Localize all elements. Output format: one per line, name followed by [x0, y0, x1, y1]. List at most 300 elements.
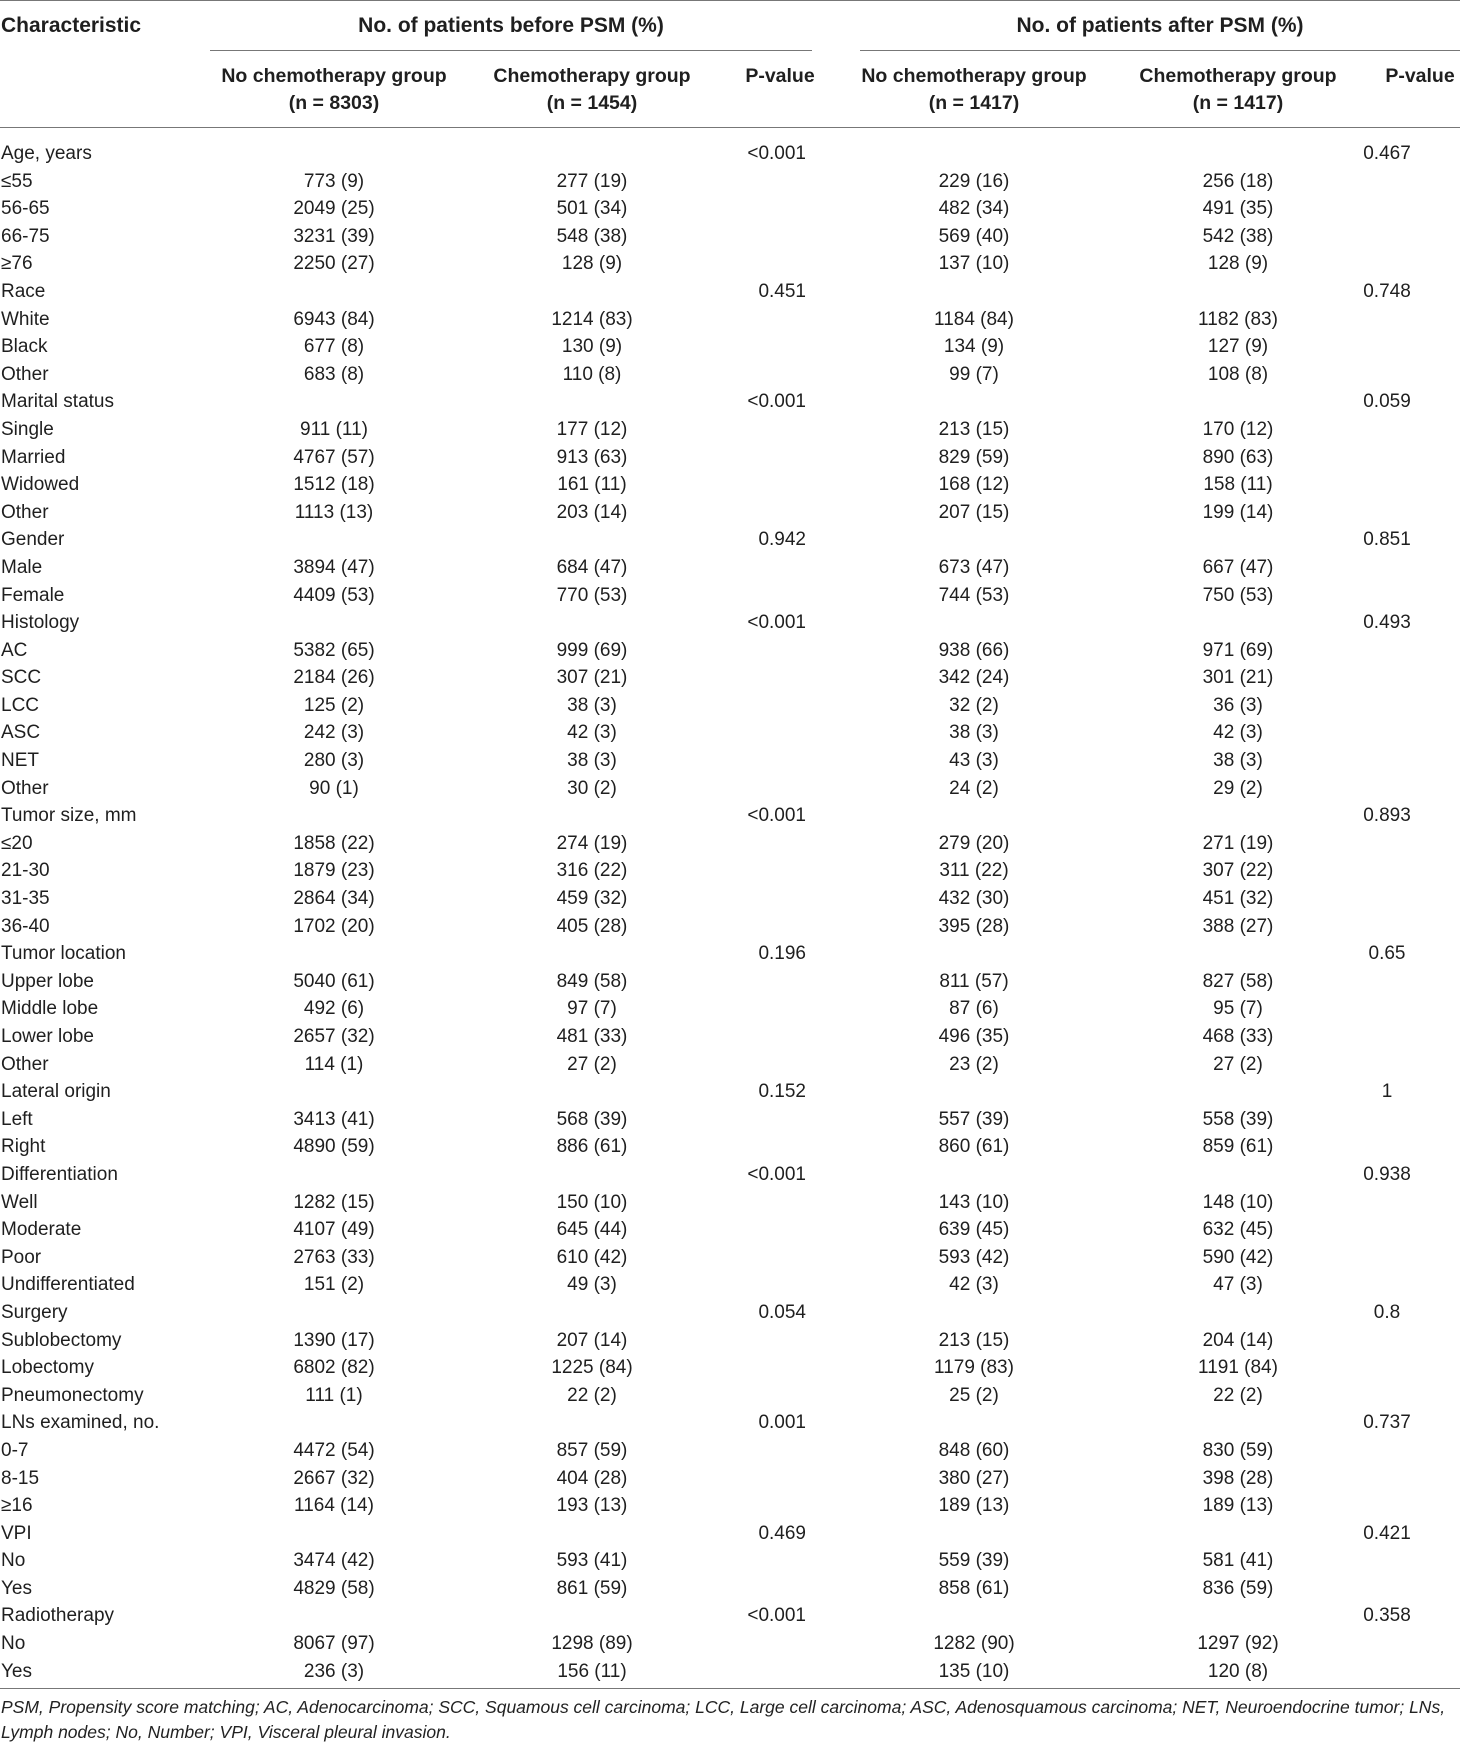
row-characteristic: Surgery	[1, 1301, 68, 1323]
cell-no-chemo-before: 1512 (18)	[293, 474, 375, 496]
cell-no-chemo-after: 848 (60)	[938, 1439, 1010, 1461]
cell-chemo-before: 110 (8)	[562, 363, 622, 385]
table-row	[0, 1023, 1460, 1051]
cell-no-chemo-after: 32 (2)	[949, 694, 999, 716]
cell-chemo-after: 271 (19)	[1202, 832, 1274, 854]
cell-no-chemo-before: 2657 (32)	[293, 1026, 375, 1047]
table-row	[0, 388, 1460, 416]
row-characteristic: Left	[1, 1108, 33, 1130]
rule-top	[0, 0, 1460, 1]
cell-chemo-before: 177 (12)	[556, 418, 628, 440]
subheader-label: No chemotherapy group	[221, 65, 447, 87]
table-row	[0, 1465, 1460, 1493]
cell-no-chemo-after: 557 (39)	[938, 1108, 1010, 1130]
table-row	[0, 1575, 1460, 1603]
cell-no-chemo-after: 311 (22)	[939, 860, 1009, 882]
cell-no-chemo-after: 143 (10)	[938, 1191, 1010, 1213]
cell-chemo-before: 22 (2)	[567, 1384, 617, 1406]
row-characteristic: SCC	[1, 667, 42, 689]
cell-pvalue-after: 0.65	[1368, 943, 1406, 965]
cell-chemo-before: 999 (69)	[556, 639, 628, 661]
table-row	[0, 361, 1460, 389]
subheader-n: (n = 1454)	[546, 92, 638, 114]
table-row	[0, 1299, 1460, 1327]
cell-no-chemo-before: 2667 (32)	[293, 1467, 375, 1489]
table-row	[0, 278, 1460, 306]
cell-chemo-before: 30 (2)	[567, 777, 617, 799]
cell-no-chemo-after: 938 (66)	[938, 639, 1010, 661]
cell-chemo-after: 120 (8)	[1207, 1660, 1269, 1682]
cell-no-chemo-before: 773 (9)	[303, 170, 365, 192]
rule-bottom	[0, 1688, 1460, 1689]
cell-chemo-before: 161 (11)	[557, 474, 627, 496]
cell-pvalue-before: 0.054	[758, 1301, 806, 1323]
cell-chemo-after: 558 (39)	[1202, 1108, 1274, 1130]
cell-chemo-after: 890 (63)	[1202, 446, 1274, 468]
row-characteristic: Lobectomy	[1, 1357, 94, 1379]
rule-before-psm	[210, 50, 812, 51]
cell-chemo-after: 204 (14)	[1202, 1329, 1274, 1351]
subheader-label: Chemotherapy group	[1139, 65, 1337, 87]
cell-chemo-before: 150 (10)	[556, 1191, 628, 1213]
cell-no-chemo-after: 559 (39)	[938, 1550, 1010, 1572]
subheader-label: Chemotherapy group	[493, 65, 691, 87]
cell-chemo-before: 684 (47)	[556, 556, 628, 578]
cell-no-chemo-before: 1164 (14)	[294, 1495, 374, 1517]
row-characteristic: ≤20	[1, 832, 33, 854]
cell-no-chemo-after: 1184 (84)	[934, 308, 1014, 330]
row-characteristic: Widowed	[1, 474, 80, 496]
cell-chemo-after: 859 (61)	[1202, 1136, 1274, 1158]
cell-no-chemo-before: 3413 (41)	[293, 1108, 375, 1130]
subheader-pvalue-after	[1380, 63, 1460, 90]
row-characteristic: Sublobectomy	[1, 1329, 122, 1351]
cell-chemo-before: 610 (42)	[556, 1246, 628, 1268]
cell-no-chemo-after: 207 (15)	[938, 501, 1010, 523]
cell-chemo-before: 593 (41)	[556, 1550, 628, 1572]
cell-chemo-after: 256 (18)	[1202, 170, 1274, 192]
row-characteristic: No	[1, 1550, 26, 1572]
cell-no-chemo-before: 1858 (22)	[293, 832, 375, 854]
subheader-n: (n = 1417)	[928, 92, 1020, 114]
table-row	[0, 885, 1460, 913]
cell-chemo-after: 42 (3)	[1213, 722, 1263, 744]
table-row	[0, 830, 1460, 858]
row-characteristic: Upper lobe	[1, 970, 94, 992]
cell-chemo-after: 108 (8)	[1207, 363, 1269, 385]
cell-pvalue-before: <0.001	[747, 1605, 806, 1627]
row-characteristic: Black	[1, 336, 48, 358]
cell-no-chemo-after: 42 (3)	[949, 1274, 999, 1296]
cell-chemo-before: 38 (3)	[567, 750, 617, 772]
cell-chemo-after: 398 (28)	[1202, 1467, 1274, 1489]
cell-no-chemo-after: 569 (40)	[938, 225, 1010, 247]
table-row	[0, 995, 1460, 1023]
table-row	[0, 1051, 1460, 1079]
row-characteristic: 0-7	[1, 1439, 29, 1461]
table-row	[0, 1327, 1460, 1355]
header-characteristic: Characteristic	[1, 14, 142, 37]
row-characteristic: ASC	[1, 722, 41, 744]
cell-no-chemo-before: 2250 (27)	[293, 253, 375, 275]
cell-chemo-before: 770 (53)	[556, 584, 628, 606]
cell-no-chemo-before: 1390 (17)	[293, 1329, 375, 1351]
cell-chemo-before: 207 (14)	[556, 1329, 628, 1351]
cell-no-chemo-after: 858 (61)	[938, 1577, 1010, 1599]
subheader-label: P-value	[745, 65, 815, 87]
cell-no-chemo-before: 683 (8)	[303, 363, 365, 385]
row-characteristic: ≥76	[1, 253, 33, 275]
cell-no-chemo-after: 432 (30)	[938, 888, 1010, 910]
rule-header-bottom	[0, 127, 1460, 128]
cell-chemo-before: 548 (38)	[556, 225, 628, 247]
cell-chemo-after: 491 (35)	[1202, 198, 1274, 220]
cell-chemo-after: 189 (13)	[1202, 1495, 1274, 1517]
table-row	[0, 223, 1460, 251]
row-characteristic: Right	[1, 1136, 46, 1158]
cell-pvalue-before: 0.001	[758, 1412, 806, 1434]
cell-no-chemo-after: 213 (15)	[938, 1329, 1010, 1351]
row-characteristic: No	[1, 1633, 26, 1655]
table-row	[0, 775, 1460, 803]
cell-no-chemo-before: 1113 (13)	[294, 501, 374, 523]
row-characteristic: Tumor location	[1, 943, 126, 965]
cell-chemo-before: 861 (59)	[556, 1577, 628, 1599]
cell-pvalue-after: 0.748	[1363, 280, 1411, 302]
cell-no-chemo-before: 4890 (59)	[293, 1136, 375, 1158]
cell-no-chemo-before: 3231 (39)	[293, 225, 375, 247]
table-row	[0, 1244, 1460, 1272]
row-characteristic: Other	[1, 501, 49, 523]
table-body	[0, 140, 1460, 1685]
cell-no-chemo-after: 673 (47)	[938, 556, 1010, 578]
table-row	[0, 306, 1460, 334]
cell-pvalue-before: 0.451	[758, 280, 806, 302]
table-row	[0, 1189, 1460, 1217]
table-row	[0, 692, 1460, 720]
cell-no-chemo-after: 87 (6)	[949, 998, 999, 1020]
row-characteristic: Other	[1, 777, 49, 799]
row-characteristic: LNs examined, no.	[1, 1412, 160, 1434]
row-characteristic: Race	[1, 280, 46, 302]
cell-no-chemo-before: 6802 (82)	[293, 1357, 375, 1379]
cell-chemo-after: 158 (11)	[1203, 474, 1273, 496]
row-characteristic: Well	[1, 1191, 38, 1213]
row-characteristic: Yes	[1, 1660, 32, 1682]
table-row	[0, 913, 1460, 941]
cell-chemo-after: 451 (32)	[1202, 888, 1274, 910]
subheader-chemo-after	[1092, 63, 1384, 117]
cell-no-chemo-after: 38 (3)	[949, 722, 999, 744]
row-characteristic: 21-30	[1, 860, 50, 882]
row-characteristic: Married	[1, 446, 66, 468]
cell-no-chemo-after: 135 (10)	[938, 1660, 1010, 1682]
table-row	[0, 1354, 1460, 1382]
header-before-psm: No. of patients before PSM (%)	[358, 14, 664, 37]
cell-no-chemo-after: 482 (34)	[938, 198, 1010, 220]
cell-chemo-before: 1214 (83)	[551, 308, 633, 330]
cell-chemo-after: 1297 (92)	[1197, 1633, 1279, 1655]
row-characteristic: Undifferentiated	[1, 1274, 135, 1296]
cell-chemo-after: 148 (10)	[1202, 1191, 1274, 1213]
table-row	[0, 1106, 1460, 1134]
table-row	[0, 416, 1460, 444]
cell-chemo-after: 27 (2)	[1213, 1053, 1263, 1075]
cell-no-chemo-before: 3474 (42)	[293, 1550, 375, 1572]
row-characteristic: Lower lobe	[1, 1026, 94, 1047]
cell-chemo-before: 1298 (89)	[551, 1633, 633, 1655]
row-characteristic: ≥16	[1, 1495, 33, 1517]
table-row	[0, 499, 1460, 527]
row-characteristic: Other	[1, 363, 49, 385]
row-characteristic: White	[1, 308, 50, 330]
cell-no-chemo-before: 280 (3)	[303, 750, 365, 772]
cell-pvalue-before: 0.469	[758, 1522, 806, 1544]
cell-pvalue-after: 1	[1381, 1081, 1393, 1103]
cell-no-chemo-before: 3894 (47)	[293, 556, 375, 578]
cell-no-chemo-before: 8067 (97)	[293, 1633, 375, 1655]
cell-chemo-before: 193 (13)	[556, 1495, 628, 1517]
cell-pvalue-before: <0.001	[747, 612, 806, 634]
cell-pvalue-after: 0.737	[1363, 1412, 1411, 1434]
subheader-no-chemo-after	[828, 63, 1120, 117]
row-characteristic: VPI	[1, 1522, 32, 1544]
row-characteristic: LCC	[1, 694, 40, 716]
cell-no-chemo-after: 23 (2)	[949, 1053, 999, 1075]
row-characteristic: 56-65	[1, 198, 50, 220]
row-characteristic: Middle lobe	[1, 998, 99, 1020]
cell-no-chemo-before: 236 (3)	[303, 1660, 365, 1682]
table-row	[0, 664, 1460, 692]
cell-chemo-before: 568 (39)	[556, 1108, 628, 1130]
row-characteristic: Other	[1, 1053, 49, 1075]
cell-pvalue-after: 0.8	[1373, 1301, 1401, 1323]
table-row	[0, 1492, 1460, 1520]
cell-no-chemo-before: 4767 (57)	[293, 446, 375, 468]
cell-chemo-before: 481 (33)	[556, 1026, 628, 1047]
cell-no-chemo-after: 860 (61)	[938, 1136, 1010, 1158]
subheader-n: (n = 1417)	[1192, 92, 1284, 114]
row-characteristic: Moderate	[1, 1219, 82, 1241]
cell-chemo-after: 830 (59)	[1202, 1439, 1274, 1461]
cell-no-chemo-after: 593 (42)	[938, 1246, 1010, 1268]
table-row	[0, 968, 1460, 996]
cell-chemo-after: 750 (53)	[1202, 584, 1274, 606]
cell-no-chemo-after: 342 (24)	[938, 667, 1010, 689]
cell-pvalue-after: 0.059	[1363, 391, 1411, 413]
cell-no-chemo-before: 4472 (54)	[293, 1439, 375, 1461]
cell-no-chemo-after: 25 (2)	[949, 1384, 999, 1406]
cell-chemo-before: 316 (22)	[556, 860, 628, 882]
rule-after-psm	[860, 50, 1460, 51]
cell-chemo-after: 22 (2)	[1213, 1384, 1263, 1406]
cell-pvalue-after: 0.493	[1363, 612, 1411, 634]
cell-pvalue-before: <0.001	[747, 143, 806, 164]
cell-chemo-after: 38 (3)	[1213, 750, 1263, 772]
cell-no-chemo-before: 4107 (49)	[293, 1219, 375, 1241]
cell-chemo-after: 128 (9)	[1207, 253, 1269, 275]
cell-chemo-before: 913 (63)	[556, 446, 628, 468]
row-characteristic: Yes	[1, 1577, 32, 1599]
row-characteristic: 66-75	[1, 225, 50, 247]
cell-no-chemo-after: 279 (20)	[938, 832, 1010, 854]
cell-pvalue-before: <0.001	[747, 805, 806, 827]
cell-no-chemo-after: 24 (2)	[949, 777, 999, 799]
table-row	[0, 554, 1460, 582]
table-row	[0, 195, 1460, 223]
table-row	[0, 1630, 1460, 1658]
subheader-label: P-value	[1385, 65, 1455, 87]
table-row	[0, 1133, 1460, 1161]
cell-chemo-after: 836 (59)	[1202, 1577, 1274, 1599]
table-footnote: PSM, Propensity score matching; AC, Adenocarcinoma; SCC, Squamous cell carcinoma; LCC, Large cell carcinoma; ASC, Adenosquamous carcinoma; NET, Neuroendocrine tumor; LNs, Lymph nodes; No, Number; VPI, Visceral pleural invasion.	[1, 1697, 1446, 1742]
table-row	[0, 1602, 1460, 1630]
cell-pvalue-before: <0.001	[747, 391, 806, 413]
table-row	[0, 940, 1460, 968]
cell-no-chemo-before: 492 (6)	[303, 998, 365, 1020]
row-characteristic: Marital status	[1, 391, 114, 413]
cell-chemo-after: 36 (3)	[1213, 694, 1263, 716]
cell-no-chemo-before: 2049 (25)	[293, 198, 375, 220]
table-row	[0, 1520, 1460, 1548]
subheader-no-chemo-before	[188, 63, 480, 117]
cell-chemo-before: 857 (59)	[556, 1439, 628, 1461]
row-characteristic: 8-15	[1, 1467, 40, 1489]
row-characteristic: Tumor size, mm	[1, 805, 137, 827]
cell-chemo-before: 130 (9)	[561, 336, 623, 358]
cell-no-chemo-after: 189 (13)	[938, 1495, 1010, 1517]
cell-no-chemo-before: 5040 (61)	[293, 970, 375, 992]
cell-pvalue-before: 0.196	[758, 943, 806, 965]
row-characteristic: 31-35	[1, 888, 50, 910]
cell-no-chemo-after: 99 (7)	[949, 363, 999, 385]
row-characteristic: Histology	[1, 612, 80, 634]
cell-chemo-after: 468 (33)	[1202, 1026, 1274, 1047]
cell-chemo-after: 1182 (83)	[1198, 308, 1278, 330]
cell-chemo-before: 307 (21)	[556, 667, 628, 689]
table-row	[0, 1078, 1460, 1106]
cell-no-chemo-after: 496 (35)	[938, 1026, 1010, 1047]
table-row	[0, 1161, 1460, 1189]
table-row	[0, 1382, 1460, 1410]
subheader-n: (n = 8303)	[288, 92, 380, 114]
cell-chemo-before: 459 (32)	[556, 888, 628, 910]
cell-no-chemo-after: 137 (10)	[938, 253, 1010, 275]
cell-no-chemo-before: 1282 (15)	[293, 1191, 375, 1213]
cell-chemo-before: 274 (19)	[556, 832, 628, 854]
cell-no-chemo-after: 1282 (90)	[933, 1633, 1015, 1655]
row-characteristic: Age, years	[1, 143, 92, 164]
table-row	[0, 719, 1460, 747]
cell-chemo-after: 170 (12)	[1202, 418, 1274, 440]
cell-no-chemo-before: 242 (3)	[303, 722, 365, 744]
cell-no-chemo-after: 213 (15)	[938, 418, 1010, 440]
cell-no-chemo-before: 4829 (58)	[293, 1577, 375, 1599]
table-row	[0, 857, 1460, 885]
cell-no-chemo-after: 1179 (83)	[934, 1357, 1014, 1379]
cell-no-chemo-before: 5382 (65)	[293, 639, 375, 661]
cell-pvalue-after: 0.938	[1363, 1163, 1411, 1185]
cell-pvalue-after: 0.851	[1363, 529, 1411, 551]
cell-no-chemo-after: 811 (57)	[939, 970, 1009, 992]
table-row	[0, 333, 1460, 361]
cell-chemo-after: 307 (22)	[1202, 860, 1274, 882]
cell-no-chemo-before: 114 (1)	[304, 1053, 364, 1075]
cell-no-chemo-before: 1702 (20)	[293, 915, 375, 937]
row-characteristic: Single	[1, 418, 54, 440]
table-row	[0, 168, 1460, 196]
cell-pvalue-after: 0.358	[1363, 1605, 1411, 1627]
table-row	[0, 802, 1460, 830]
row-characteristic: Male	[1, 556, 43, 578]
table-row	[0, 250, 1460, 278]
table-row	[0, 444, 1460, 472]
cell-no-chemo-after: 744 (53)	[938, 584, 1010, 606]
row-characteristic: ≤55	[1, 170, 33, 192]
cell-chemo-after: 632 (45)	[1202, 1219, 1274, 1241]
table-row	[0, 1437, 1460, 1465]
cell-chemo-before: 156 (11)	[557, 1660, 627, 1682]
row-characteristic: NET	[1, 750, 39, 772]
cell-chemo-after: 667 (47)	[1202, 556, 1274, 578]
table-row	[0, 140, 1460, 168]
cell-pvalue-after: 0.467	[1363, 143, 1411, 164]
cell-no-chemo-before: 151 (2)	[303, 1274, 365, 1296]
row-characteristic: AC	[1, 639, 28, 661]
cell-no-chemo-before: 6943 (84)	[293, 308, 375, 330]
cell-chemo-before: 203 (14)	[556, 501, 628, 523]
cell-no-chemo-before: 677 (8)	[303, 336, 365, 358]
cell-chemo-before: 277 (19)	[556, 170, 628, 192]
subheader-pvalue-before	[740, 63, 820, 90]
cell-no-chemo-before: 125 (2)	[303, 694, 365, 716]
table-row	[0, 1271, 1460, 1299]
cell-chemo-after: 301 (21)	[1202, 667, 1274, 689]
cell-chemo-before: 128 (9)	[561, 253, 623, 275]
cell-no-chemo-before: 111 (1)	[305, 1384, 363, 1406]
cell-no-chemo-after: 829 (59)	[938, 446, 1010, 468]
row-characteristic: Gender	[1, 529, 65, 551]
cell-chemo-after: 581 (41)	[1202, 1550, 1274, 1572]
row-characteristic: Differentiation	[1, 1163, 118, 1185]
table-row	[0, 526, 1460, 554]
cell-chemo-after: 1191 (84)	[1198, 1357, 1278, 1379]
cell-chemo-before: 501 (34)	[556, 198, 628, 220]
cell-chemo-after: 127 (9)	[1207, 336, 1269, 358]
table-row	[0, 1409, 1460, 1437]
cell-no-chemo-before: 1879 (23)	[293, 860, 375, 882]
cell-chemo-after: 29 (2)	[1213, 777, 1263, 799]
cell-pvalue-after: 0.893	[1363, 805, 1411, 827]
cell-chemo-after: 199 (14)	[1202, 501, 1274, 523]
row-characteristic: Poor	[1, 1246, 42, 1268]
table-row	[0, 747, 1460, 775]
cell-chemo-before: 42 (3)	[567, 722, 617, 744]
table-row	[0, 609, 1460, 637]
table-row	[0, 1216, 1460, 1244]
cell-chemo-before: 404 (28)	[556, 1467, 628, 1489]
row-characteristic: Female	[1, 584, 65, 606]
cell-chemo-after: 47 (3)	[1213, 1274, 1263, 1296]
table-row	[0, 1658, 1460, 1686]
cell-pvalue-before: 0.942	[758, 529, 806, 551]
cell-no-chemo-before: 2864 (34)	[293, 888, 375, 910]
table-row	[0, 637, 1460, 665]
cell-no-chemo-after: 43 (3)	[949, 750, 999, 772]
cell-no-chemo-before: 90 (1)	[309, 777, 359, 799]
cell-pvalue-before: <0.001	[747, 1163, 806, 1185]
cell-no-chemo-before: 2763 (33)	[293, 1246, 375, 1268]
